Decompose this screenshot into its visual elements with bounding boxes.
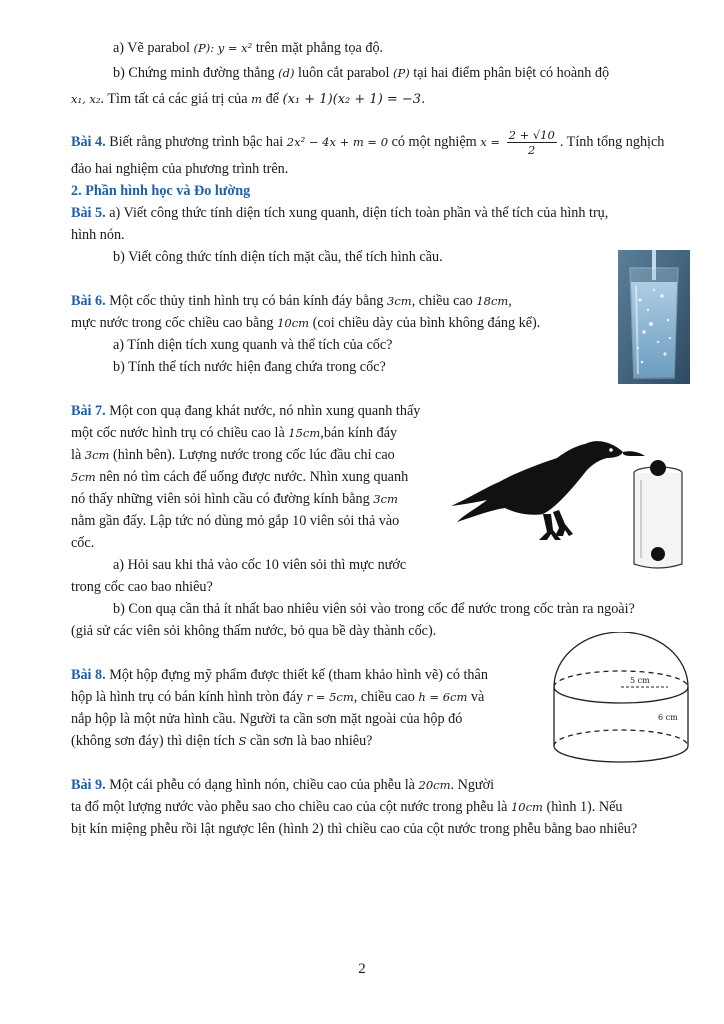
text: một cốc nước hình trụ có chiều cao là — [71, 425, 285, 441]
text: , — [508, 293, 512, 309]
water-glass-photo — [618, 250, 690, 384]
text: trên mặt phẳng tọa độ. — [255, 40, 384, 56]
bai6-label: Bài 6. — [71, 293, 106, 309]
text: (hình bên). Lượng nước trong cốc lúc đầu chỉ cao — [113, 447, 395, 463]
bai4-label: Bài 4. — [71, 133, 106, 150]
text: luôn cắt parabol — [298, 65, 390, 81]
text: ,bán kính đáy — [320, 425, 398, 441]
math-height: h = 6cm — [418, 690, 468, 704]
bai7-line4 — [71, 468, 408, 486]
math-water: 10cm — [510, 800, 543, 814]
text: Một con quạ đang khát nước, nó nhìn xung quanh thấy — [109, 403, 421, 419]
text: b) Chứng minh đường thẳng — [113, 65, 275, 81]
bai8-line2 — [71, 688, 484, 706]
math-water: 10cm — [277, 316, 310, 330]
fraction-denominator: 2 — [528, 143, 536, 157]
math-radius: r = 5cm — [306, 690, 354, 704]
text: có một nghiệm — [391, 133, 477, 150]
math-diameter: 3cm — [373, 492, 398, 506]
text: Một hộp đựng mỹ phẩm được thiết kế (tham khảo hình vẽ) có thân — [109, 667, 488, 683]
bai6-part-a: a) Tính diện tích xung quanh và thể tích của cốc? — [113, 337, 393, 353]
bai7-line2 — [71, 424, 397, 442]
text: , chiều cao — [411, 293, 473, 309]
bai7-line5 — [71, 490, 398, 508]
bai7-line1 — [71, 402, 420, 420]
math-height: 15cm — [288, 426, 321, 440]
bai6-part-b: b) Tính thể tích nước hiện đang chứa trong cốc? — [113, 359, 386, 375]
math-m: m — [251, 92, 263, 106]
text: (hình 1). Nếu — [546, 799, 623, 815]
bai5-line1 — [71, 204, 608, 222]
text: . Tìm tất cả các giá trị của — [100, 91, 248, 107]
bai5-line3: b) Viết công thức tính diện tích mặt cầu, thể tích hình cầu. — [113, 249, 443, 265]
text: để — [265, 91, 279, 107]
bai5-label: Bài 5. — [71, 205, 106, 221]
bai9-line1 — [71, 776, 494, 794]
text: (coi chiều dày của bình không đáng kể). — [312, 315, 541, 331]
text: Một cái phễu có dạng hình nón, chiều cao của phễu là — [109, 777, 415, 793]
bai7-line7: cốc. — [71, 535, 95, 551]
bai8-line4 — [71, 732, 372, 750]
text: ta đổ một lượng nước vào phễu sao cho chiều cao của cột nước trong phễu là — [71, 799, 508, 815]
cosmetic-box-figure — [546, 632, 696, 772]
crow-icon — [451, 441, 645, 540]
bai8-line1 — [71, 666, 488, 684]
text: Biết rằng phương trình bậc hai — [109, 133, 284, 150]
text: tại hai điểm phân biệt có hoành độ — [413, 65, 610, 81]
math-d: (d) — [278, 66, 295, 80]
text: và — [470, 689, 485, 705]
bai4-fraction — [507, 128, 557, 157]
bai4-equation: 2x² − 4x + m = 0 — [286, 134, 389, 149]
text: a) Vẽ parabol — [113, 40, 190, 56]
text: nên nó tìm cách để uống được nước. Nhìn xung quanh — [99, 469, 409, 485]
math-p: (P) — [393, 66, 410, 80]
math-water: 5cm — [71, 470, 96, 484]
bai8-label: Bài 8. — [71, 667, 106, 683]
text: . Người — [450, 777, 495, 793]
fig-radius-label: 5 cm — [630, 676, 650, 685]
fraction-numerator: 2 + √10 — [508, 128, 555, 142]
section-title: 2. Phần hình học và Đo lường — [71, 183, 251, 199]
text: mực nước trong cốc chiều cao bằng — [71, 315, 274, 331]
math-radius: 3cm — [387, 294, 412, 308]
page-number: 2 — [358, 961, 366, 977]
bai6-line2 — [71, 314, 540, 332]
bai4-line1 — [71, 128, 664, 157]
bai7-line6: nằm gần đấy. Lập tức nó dùng mỏ gắp 10 viên sỏi thả vào — [71, 513, 400, 529]
math-s: S — [238, 734, 247, 748]
text: Một cốc thủy tinh hình trụ có bán kính đáy bằng — [109, 293, 384, 309]
bai9-line2 — [71, 798, 623, 816]
math-condition: (x₁ + 1)(x₂ + 1) = −3. — [282, 92, 426, 107]
math-height: 20cm — [418, 778, 451, 792]
crow-and-glass-figure — [447, 428, 697, 574]
bai6-line1 — [71, 292, 512, 310]
bai9-line3: bịt kín miệng phễu rồi lật ngược lên (hình 2) thì chiều cao của cột nước trong phễu bằng bao nhiêu? — [71, 821, 638, 837]
line-part-b — [113, 64, 609, 82]
bai7-part-b-cont: (giả sử các viên sỏi không thấm nước, bỏ qua bề dày thành cốc). — [71, 623, 437, 639]
bai8-line3: nắp hộp là một nửa hình cầu. Người ta cần sơn mặt ngoài của hộp đó — [71, 711, 463, 727]
math-x1x2: x₁, x₂ — [71, 92, 101, 106]
text: a) Viết công thức tính diện tích xung quanh, diện tích toàn phần và thể tích của hình trụ, — [109, 205, 609, 221]
text: là — [71, 447, 82, 463]
math-x: x = — [480, 134, 501, 149]
text: . Tính tổng nghịch — [559, 133, 665, 150]
parabol-formula: (P): y = x² — [193, 41, 253, 55]
bai7-part-b: b) Con quạ cần thả ít nhất bao nhiêu viên sỏi vào trong cốc để nước trong cốc tràn ra ngoài? — [113, 601, 635, 617]
bai7-line3 — [71, 446, 395, 464]
text: nó thấy những viên sỏi hình cầu có đường kính bằng — [71, 491, 370, 507]
fig-height-label: 6 cm — [658, 713, 678, 722]
bai4-line2: đảo hai nghiệm của phương trình trên. — [71, 161, 289, 177]
line-part-a — [113, 39, 383, 57]
bai9-label: Bài 9. — [71, 777, 106, 793]
line-part-b-cont — [71, 90, 425, 109]
text: (không sơn đáy) thì diện tích — [71, 733, 235, 749]
math-height: 18cm — [476, 294, 509, 308]
text: , chiều cao — [353, 689, 415, 705]
text: hộp là hình trụ có bán kính hình tròn đáy — [71, 689, 304, 705]
text: cần sơn là bao nhiêu? — [249, 733, 373, 749]
glass-icon — [634, 460, 682, 568]
bai7-part-a-cont: trong cốc cao bao nhiêu? — [71, 579, 213, 595]
bai7-label: Bài 7. — [71, 403, 106, 419]
bai5-line2: hình nón. — [71, 227, 125, 243]
bai7-part-a: a) Hỏi sau khi thả vào cốc 10 viên sỏi thì mực nước — [113, 557, 407, 573]
math-radius: 3cm — [84, 448, 110, 462]
